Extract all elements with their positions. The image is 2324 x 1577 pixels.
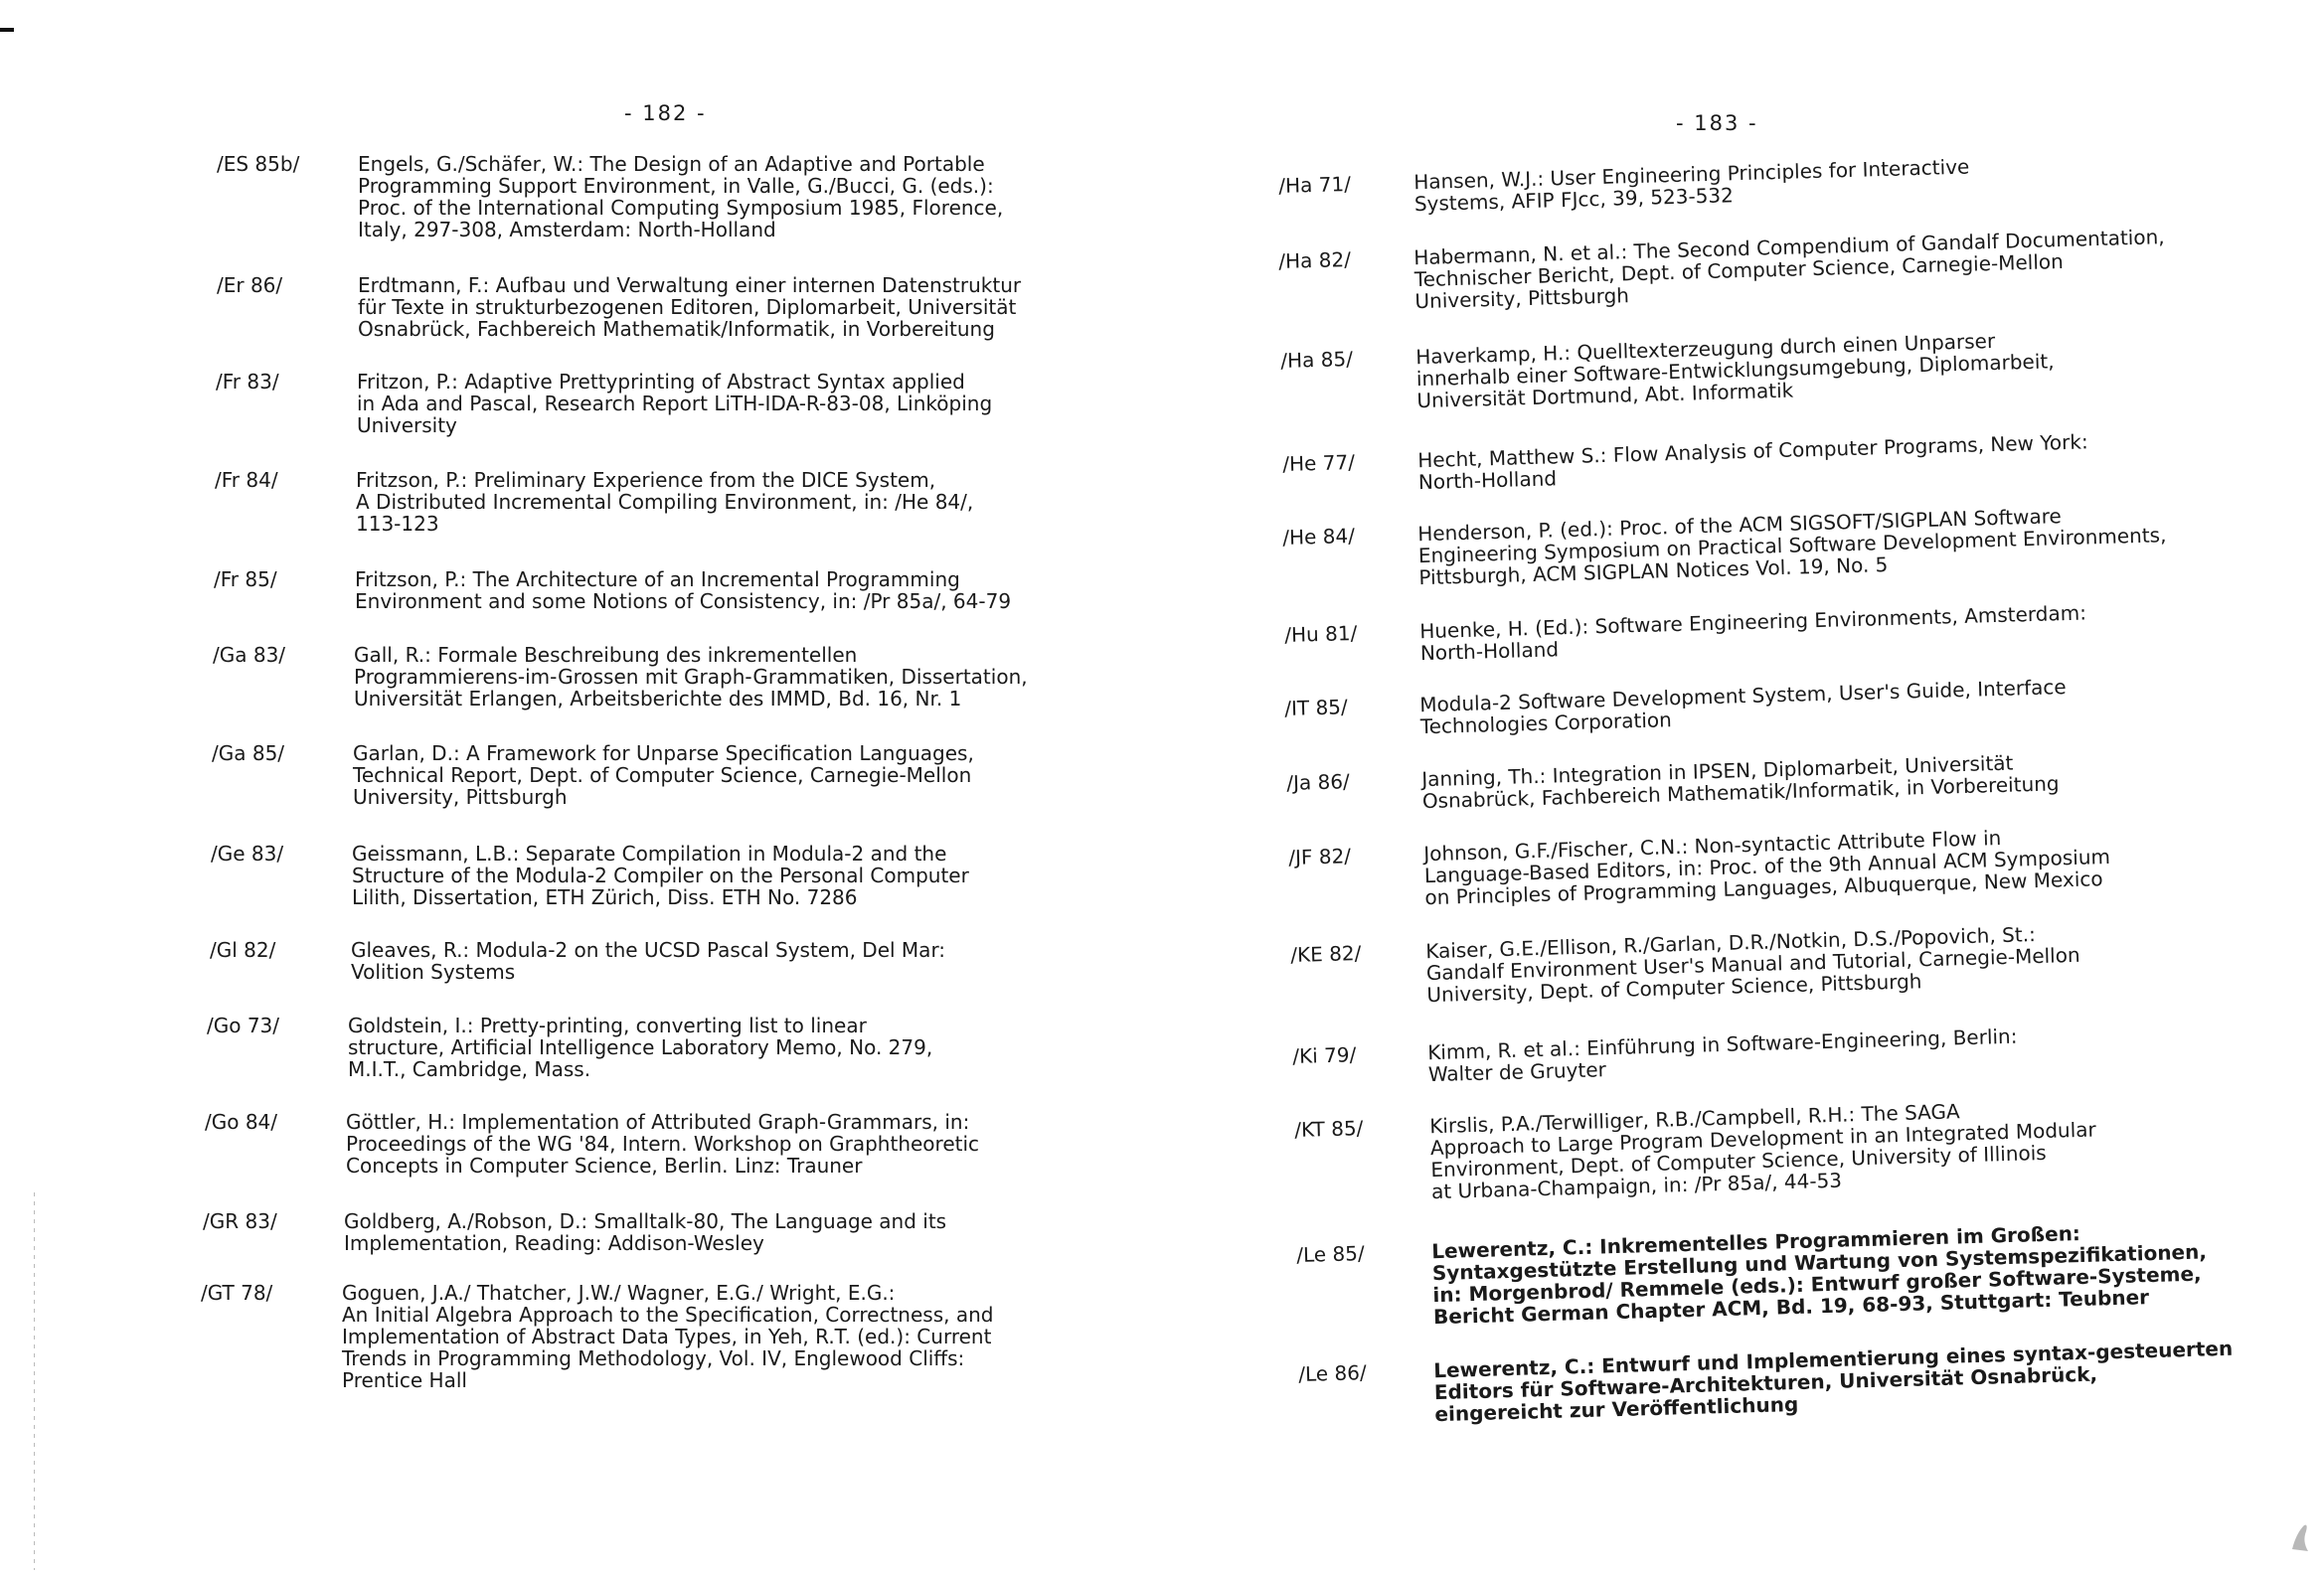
- reference-key: /Hu 81/: [1283, 620, 1358, 647]
- reference-text: Lewerentz, C.: Entwurf und Implementierung eines syntax-gesteuerten Editors für Software-Architekturen, Universität Osnabrück, eingereicht zur Veröffentlichung: [1432, 1336, 2234, 1427]
- reference-key: /Ge 83/: [211, 842, 284, 866]
- reference-text: Huenke, H. (Ed.): Software Engineering Environments, Amsterdam: North-Holland: [1418, 600, 2087, 666]
- reference-key: /ES 85b/: [217, 152, 300, 176]
- reference-text: Haverkamp, H.: Quelltexterzeugung durch einen Unparser innerhalb einer Software-Entwicklungsumgebung, Diplomarbeit, Universität Dortmund, Abt. Informatik: [1414, 328, 2055, 413]
- reference-text: Lewerentz, C.: Inkrementelles Programmieren im Großen: Syntaxgestützte Erstellung und Wartung von Systemspezifikationen, in: Morgenbrod/ Remmele (eds.): Entwurf großer Software-Systeme, Bericht German Chapter ACM, Bd. 19, 68-93, Stuttgart: Teubner: [1430, 1220, 2208, 1330]
- page-number: - 183 -: [1676, 111, 1758, 135]
- reference-text: Gleaves, R.: Modula-2 on the UCSD Pascal System, Del Mar: Volition Systems: [351, 938, 946, 984]
- reference-text: Modula-2 Software Development System, User's Guide, Interface Technologies Corporation: [1418, 675, 2067, 739]
- reference-text: Fritzon, P.: Adaptive Prettyprinting of Abstract Syntax applied in Ada and Pascal, Research Report LiTH-IDA-R-83-08, Linköping University: [357, 370, 993, 437]
- reference-key: /Go 84/: [205, 1110, 278, 1134]
- reference-text: Habermann, N. et al.: The Second Compendium of Gandalf Documentation, Technischer Bericht, Dept. of Computer Science, Carnegie-Mellon University, Pittsburgh: [1412, 225, 2165, 314]
- reference-text: Kirslis, P.A./Terwilliger, R.B./Campbell, R.H.: The SAGA Approach to Large Program Development in an Integrated Modular Environment, Dept. of Computer Science, University of Illinois at Urbana-Champaign, in: /Pr 85a/, 44-53: [1428, 1099, 2097, 1204]
- reference-text: Fritzson, P.: The Architecture of an Incremental Programming Environment and some Notions of Consistency, in: /Pr 85a/, 64-79: [355, 567, 1012, 613]
- reference-key: /KT 85/: [1293, 1116, 1364, 1142]
- reference-text: Geissmann, L.B.: Separate Compilation in Modula-2 and the Structure of the Modula-2 Compiler on the Personal Computer Lilith, Dissertation, ETH Zürich, Diss. ETH No. 7286: [352, 842, 969, 909]
- reference-text: Engels, G./Schäfer, W.: The Design of an Adaptive and Portable Programming Support Environment, in Valle, G./Bucci, G. (eds.): Proc. of the International Computing Symposium 1985, Florence, Italy, 297-308, Amsterdam: North-Holland: [358, 152, 1004, 241]
- reference-text: Hecht, Matthew S.: Flow Analysis of Computer Programs, New York: North-Holland: [1416, 429, 2088, 495]
- reference-key: /Ki 79/: [1291, 1042, 1357, 1068]
- scan-smudge-icon: [2286, 1515, 2314, 1555]
- reference-text: Henderson, P. (ed.): Proc. of the ACM SIGSOFT/SIGPLAN Software Engineering Symposium on Practical Software Development Environments, Pittsburgh, ACM SIGPLAN Notices Vol. 19, No. 5: [1416, 504, 2167, 590]
- reference-key: /Le 86/: [1297, 1360, 1368, 1386]
- reference-text: Kimm, R. et al.: Einführung in Software-Engineering, Berlin: Walter de Gruyter: [1426, 1024, 2018, 1087]
- reference-key: /Fr 83/: [216, 370, 279, 394]
- reference-key: /He 84/: [1281, 523, 1356, 550]
- reference-text: Janning, Th.: Integration in IPSEN, Diplomarbeit, Universität Osnabrück, Fachbereich Mathematik/Informatik, in Vorbereitung: [1420, 750, 2060, 814]
- reference-key: /He 77/: [1281, 449, 1356, 476]
- reference-key: /GT 78/: [201, 1281, 273, 1305]
- reference-key: /Le 85/: [1295, 1241, 1366, 1267]
- reference-key: /Ga 85/: [212, 741, 285, 765]
- reference-key: /Ja 86/: [1285, 769, 1351, 795]
- reference-key: /Fr 85/: [214, 567, 277, 591]
- reference-key: /Ha 82/: [1277, 246, 1352, 273]
- reference-key: /Er 86/: [217, 273, 283, 297]
- reference-key: /Go 73/: [207, 1014, 280, 1037]
- reference-text: Hansen, W.J.: User Engineering Principles for Interactive Systems, AFIP FJcc, 39, 523-532: [1412, 154, 1970, 217]
- reference-text: Kaiser, G.E./Ellison, R./Garlan, D.R./Notkin, D.S./Popovich, St.: Gandalf Environment User's Manual and Tutorial, Carnegie-Mellon University, Dept. of Computer Science, Pittsburgh: [1424, 922, 2080, 1008]
- reference-key: /Ga 83/: [213, 643, 286, 667]
- reference-text: Fritzson, P.: Preliminary Experience from the DICE System, A Distributed Incremental Compiling Environment, in: /He 84/, 113-123: [356, 468, 974, 536]
- reference-key: /Ha 71/: [1277, 171, 1352, 198]
- reference-key: /GR 83/: [203, 1209, 277, 1233]
- reference-text: Garlan, D.: A Framework for Unparse Specification Languages, Technical Report, Dept. of Computer Science, Carnegie-Mellon University, Pittsburgh: [353, 741, 974, 809]
- reference-text: Goguen, J.A./ Thatcher, J.W./ Wagner, E.G./ Wright, E.G.: An Initial Algebra Approach to the Specification, Correctness, and Implementation of Abstract Data Types, in Yeh, R.T. (ed.): Current Trends in Programming Methodology, Vol. IV, Englewood Cliffs: Prentice Hall: [342, 1281, 994, 1392]
- reference-key: /Ha 85/: [1279, 346, 1354, 373]
- reference-key: /Gl 82/: [210, 938, 276, 962]
- reference-key: /IT 85/: [1283, 695, 1349, 720]
- reference-text: Goldberg, A./Robson, D.: Smalltalk-80, The Language and its Implementation, Reading: Addison-Wesley: [344, 1209, 947, 1255]
- reference-text: Johnson, G.F./Fischer, C.N.: Non-syntactic Attribute Flow in Language-Based Editors, in: Proc. of the 9th Annual ACM Symposium on Principles of Programming Languages, Albuquerque, New Mexico: [1422, 825, 2111, 910]
- reference-text: Goldstein, I.: Pretty-printing, converting list to linear structure, Artificial Intelligence Laboratory Memo, No. 279, M.I.T., Cambridge, Mass.: [348, 1014, 933, 1081]
- reference-text: Göttler, H.: Implementation of Attributed Graph-Grammars, in: Proceedings of the WG '84, Intern. Workshop on Graphtheoretic Concepts in Computer Science, Berlin. Linz: Trauner: [346, 1110, 980, 1178]
- reference-key: /JF 82/: [1287, 844, 1352, 869]
- reference-text: Gall, R.: Formale Beschreibung des inkrementellen Programmierens-im-Grossen mit Graph-Grammatiken, Dissertation, Universität Erlangen, Arbeitsberichte des IMMD, Bd. 16, Nr. 1: [354, 643, 1028, 710]
- right-page: [1163, 0, 2324, 1577]
- reference-key: /KE 82/: [1289, 941, 1362, 967]
- reference-key: /Fr 84/: [215, 468, 278, 492]
- page-number: - 182 -: [624, 101, 707, 125]
- reference-text: Erdtmann, F.: Aufbau und Verwaltung einer internen Datenstruktur für Texte in strukturbezogenen Editoren, Diplomarbeit, Universität Osnabrück, Fachbereich Mathematik/Informatik, in Vorbereitung: [358, 273, 1022, 341]
